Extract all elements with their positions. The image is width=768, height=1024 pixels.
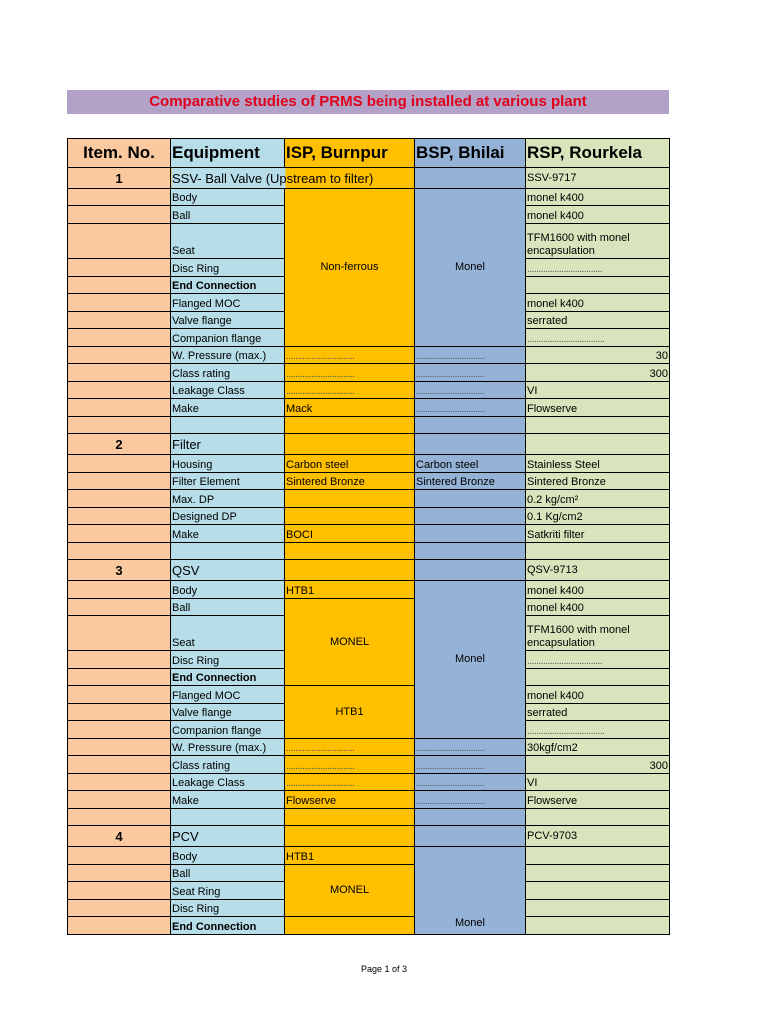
row-label: Make [171, 525, 285, 543]
table-row [68, 756, 670, 774]
rsp-value: .................................. [526, 721, 670, 739]
row-label: Valve flange [171, 312, 285, 329]
rsp-value [526, 917, 670, 935]
isp-value: .............................. [285, 364, 415, 382]
rsp-value: VI [526, 774, 670, 791]
rsp-tag: QSV-9713 [526, 560, 670, 581]
bsp-value: Carbon steel [415, 455, 526, 473]
row-label: End Connection [171, 917, 285, 935]
equipment-name: SSV- Ball Valve (Upstream to filter) [171, 168, 415, 189]
rsp-value: TFM1600 with monel encapsulation [526, 224, 670, 259]
isp-value [285, 490, 415, 508]
isp-merged-value: HTB1 [285, 686, 415, 739]
bsp-value [415, 525, 526, 543]
row-label: Disc Ring [171, 259, 285, 277]
rsp-value: TFM1600 with monel encapsulation [526, 616, 670, 651]
table-row [68, 364, 670, 382]
item-number: 4 [68, 826, 171, 847]
row-label: Make [171, 791, 285, 809]
isp-value: .............................. [285, 739, 415, 756]
header-item-no: Item. No. [68, 139, 171, 168]
row-label: Body [171, 581, 285, 599]
section-row [68, 560, 670, 581]
rsp-tag: PCV-9703 [526, 826, 670, 847]
table-row [68, 473, 670, 490]
rsp-value [526, 865, 670, 882]
isp-value: .............................. [285, 382, 415, 399]
row-label: Seat Ring [171, 882, 285, 900]
isp-merged-value: MONEL [285, 599, 415, 686]
rsp-value: serrated [526, 704, 670, 721]
table-row [68, 189, 670, 206]
rsp-value: 300 [526, 364, 670, 382]
bsp-value: .............................. [415, 364, 526, 382]
table-row [68, 382, 670, 399]
rsp-value: 0.2 kg/cm² [526, 490, 670, 508]
table-row [68, 847, 670, 865]
rsp-value: 300 [526, 756, 670, 774]
header-isp-burnpur: ISP, Burnpur [285, 139, 415, 168]
spacer-row [68, 417, 670, 434]
rsp-value [526, 900, 670, 917]
equipment-name: PCV [171, 826, 285, 847]
row-label: Ball [171, 599, 285, 616]
table-row [68, 599, 670, 616]
row-label: Disc Ring [171, 651, 285, 669]
rsp-value: Sintered Bronze [526, 473, 670, 490]
rsp-value: Flowserve [526, 791, 670, 809]
row-label: Flanged MOC [171, 294, 285, 312]
isp-merged-value: MONEL [285, 865, 415, 917]
spacer-row [68, 543, 670, 560]
bsp-value: .............................. [415, 756, 526, 774]
rsp-value: monel k400 [526, 599, 670, 616]
row-label: Companion flange [171, 329, 285, 347]
row-label: Valve flange [171, 704, 285, 721]
isp-value: Mack [285, 399, 415, 417]
equipment-name: Filter [171, 434, 285, 455]
bsp-value [415, 490, 526, 508]
rsp-value: Flowserve [526, 399, 670, 417]
rsp-value: monel k400 [526, 686, 670, 704]
table-row [68, 455, 670, 473]
rsp-value: monel k400 [526, 581, 670, 599]
rsp-value: ................................. [526, 259, 670, 277]
row-label: Housing [171, 455, 285, 473]
section-row [68, 434, 670, 455]
table-row [68, 525, 670, 543]
equipment-name: QSV [171, 560, 285, 581]
rsp-value: serrated [526, 312, 670, 329]
rsp-value: monel k400 [526, 206, 670, 224]
bsp-value [415, 508, 526, 525]
table-row [68, 490, 670, 508]
section-row [68, 826, 670, 847]
bsp-merged-value: Monel [415, 581, 526, 739]
row-label: Max. DP [171, 490, 285, 508]
row-label: Ball [171, 865, 285, 882]
rsp-value [526, 882, 670, 900]
row-label: Leakage Class [171, 382, 285, 399]
row-label: End Connection [171, 669, 285, 686]
bsp-value: .............................. [415, 791, 526, 809]
rsp-value [526, 277, 670, 294]
table-row [68, 399, 670, 417]
isp-value: HTB1 [285, 581, 415, 599]
row-label: Seat [171, 224, 285, 259]
isp-value: Sintered Bronze [285, 473, 415, 490]
rsp-value: monel k400 [526, 294, 670, 312]
bsp-merged-value: Monel [415, 189, 526, 347]
isp-value: .............................. [285, 756, 415, 774]
table-row [68, 347, 670, 364]
isp-value [285, 508, 415, 525]
rsp-value: .................................. [526, 329, 670, 347]
section-row [68, 168, 670, 189]
table-row [68, 774, 670, 791]
isp-value: Flowserve [285, 791, 415, 809]
row-label: Filter Element [171, 473, 285, 490]
row-label: Designed DP [171, 508, 285, 525]
header-rsp-rourkela: RSP, Rourkela [526, 139, 670, 168]
rsp-value [526, 847, 670, 865]
row-label: Seat [171, 616, 285, 651]
isp-merged-value: Non-ferrous [285, 189, 415, 347]
rsp-value: Satkriti filter [526, 525, 670, 543]
row-label: Leakage Class [171, 774, 285, 791]
isp-value: .............................. [285, 774, 415, 791]
row-label: End Connection [171, 277, 285, 294]
isp-value: .............................. [285, 347, 415, 364]
bsp-merged-value: Monel [415, 847, 526, 935]
row-label: Ball [171, 206, 285, 224]
table-row [68, 686, 670, 704]
isp-value: Carbon steel [285, 455, 415, 473]
bsp-value: .............................. [415, 347, 526, 364]
rsp-tag: SSV-9717 [526, 168, 670, 189]
header-bsp-bhilai: BSP, Bhilai [415, 139, 526, 168]
table-row [68, 508, 670, 525]
row-label: Class rating [171, 364, 285, 382]
bsp-value: .............................. [415, 382, 526, 399]
bsp-value: Sintered Bronze [415, 473, 526, 490]
bsp-value: .............................. [415, 739, 526, 756]
rsp-value: 0.1 Kg/cm2 [526, 508, 670, 525]
item-number: 1 [68, 168, 171, 189]
table-row [68, 791, 670, 809]
table-row [68, 865, 670, 882]
item-number: 3 [68, 560, 171, 581]
item-number: 2 [68, 434, 171, 455]
document-title: Comparative studies of PRMS being installed at various plant [67, 90, 669, 114]
isp-value: BOCI [285, 525, 415, 543]
header-row [68, 139, 670, 168]
row-label: W. Pressure (max.) [171, 347, 285, 364]
rsp-value: monel k400 [526, 189, 670, 206]
row-label: Disc Ring [171, 900, 285, 917]
row-label: Flanged MOC [171, 686, 285, 704]
rsp-value: 30kgf/cm2 [526, 739, 670, 756]
header-equipment: Equipment [171, 139, 285, 168]
page-footer: Page 1 of 3 [360, 964, 408, 974]
table-row [68, 581, 670, 599]
row-label: Body [171, 189, 285, 206]
comparison-table [67, 138, 670, 935]
spacer-row [68, 809, 670, 826]
rsp-value: Stainless Steel [526, 455, 670, 473]
row-label: Companion flange [171, 721, 285, 739]
row-label: Make [171, 399, 285, 417]
isp-value: HTB1 [285, 847, 415, 865]
table-row [68, 917, 670, 935]
rsp-value: ................................. [526, 651, 670, 669]
bsp-value: .............................. [415, 774, 526, 791]
row-label: W. Pressure (max.) [171, 739, 285, 756]
rsp-value: VI [526, 382, 670, 399]
rsp-value: 30 [526, 347, 670, 364]
bsp-value: .............................. [415, 399, 526, 417]
row-label: Body [171, 847, 285, 865]
rsp-value [526, 669, 670, 686]
row-label: Class rating [171, 756, 285, 774]
table-row [68, 739, 670, 756]
